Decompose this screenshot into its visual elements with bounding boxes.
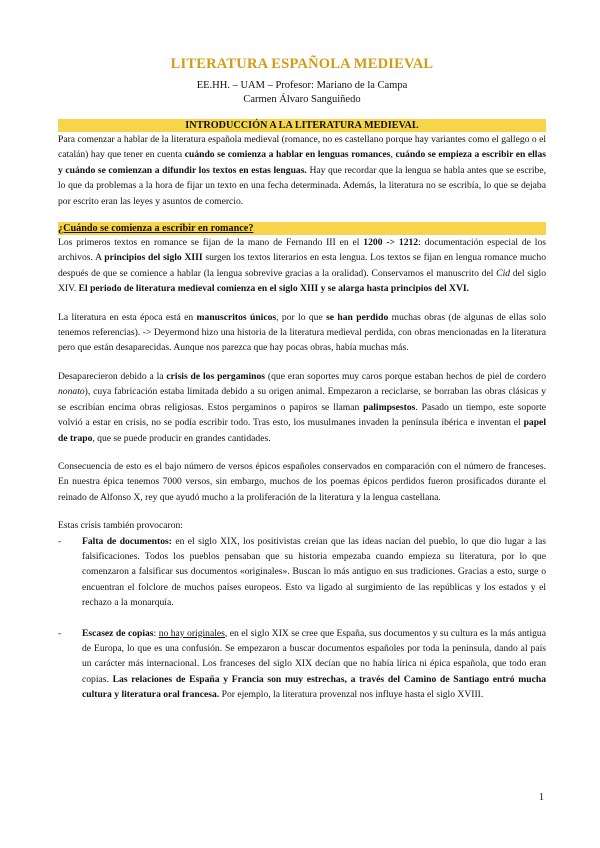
- document-page: [58, 56, 546, 703]
- course-info: EE.HH. – UAM – Profesor: Mariano de la Campa: [196, 80, 408, 91]
- document-title: LITERATURA ESPAÑOLA MEDIEVAL: [170, 56, 434, 72]
- effects-list: [58, 534, 546, 703]
- paragraph-first-texts: Los primeros textos en romance se fijan de la mano de Fernando III en el 1200 -> 1212: documentación especial de los archivos. A principios del siglo XIII surgen los textos literarios en esta lengua. Los textos se fijan en lengua romance mucho después de que se comience a hablar (la lengua sobrevive gracias a la oralidad). Conservamos el manuscrito del Cid del siglo XIV. El periodo de literatura medieval comienza en el siglo XIII y se alarga hasta principios del XVI.: [58, 237, 547, 295]
- paragraph-manuscripts: La literatura en esta época está en manuscritos únicos, por lo que se han perdido muchas obras (de algunas de ellas solo tenemos referencias). -> Deyermond hizo una historia de la literatura medieval perdida, con obras mencionadas en la literatura pero que están desaparecidas. Aunque nos parezca que hay pocas obras, había muchas más.: [58, 311, 547, 354]
- paragraph-parchment-crisis: Desaparecieron debido a la crisis de los pergaminos (que eran soportes muy caros porque estaban hechos de piel de cordero nonato), cuya fabricación estaba limitada debido a su origen animal. Empezaron a reciclarse, se borraban las obras clásicas y se escribían encima obras religiosas. Estos pergaminos o papiros se llaman palimpsestos. Pasado un tiempo, este soporte volvió a estar en crisis, no se podía escribir todo. Tras esto, los musulmanes invaden la península ibérica e inventan el papel de trapo, que se puede producir en grandes cantidades.: [58, 370, 547, 444]
- paragraph-consequence: Consecuencia de esto es el bajo número de versos épicos españoles conservados en comparación con el número de franceses. En nuestra épica tenemos 7000 versos, sin embargo, muchos de los poemas épicos perdidos fueron prosificados durante el reinado de Alfonso X, rey que ayudó mucho a la proliferación de la literatura y la lengua castellana.: [58, 460, 546, 503]
- list-item-scarcity-of-copies: - Escasez de copias: no hay originales, en el siglo XIX se cree que España, sus documentos y su cultura es la más antigua de Europa, lo que es una confusión. Se empezaron a buscar documentos españoles por toda la península, dando al país un carácter más internacional. Los franceses del siglo XIX decían que no había lírica ni épica española, que todo eran copias. Las relaciones de España y Francia son muy estrechas, a través del Camino de Santiago entró mucha cultura y literatura oral francesa. Por ejemplo, la literatura provenzal nos influye hasta el siglo XVIII.: [58, 626, 546, 703]
- author-name: Carmen Álvaro Sanguiñedo: [243, 94, 361, 105]
- paragraph-intro: Para comenzar a hablar de la literatura española medieval (romance, no es castellano porque hay variantes como el gallego o el catalán) hay que tener en cuenta cuándo se comienza a hablar en lenguas romances, cuándo se empieza a escribir en ellas y cuándo se comienzan a difundir los textos en estas lenguas. Hay que recordar que la lengua se habla antes que se escribe, lo que da problemas a la hora de fijar un texto en una fecha determinada. Además, la literatura no se escribía, lo que se dejaba por escrito eran las leyes y asuntos de comercio.: [58, 134, 547, 207]
- paragraph-crisis-effects: Estas crisis también provocaron:: [58, 520, 183, 532]
- page-number: 1: [539, 792, 544, 803]
- section-heading-intro: INTRODUCCIÓN A LA LITERATURA MEDIEVAL: [58, 119, 546, 132]
- section-heading-when: ¿Cuándo se comienza a escribir en romance?: [58, 222, 546, 235]
- list-item-lack-of-documents: - Falta de documentos: en el siglo XIX, los positivistas creían que las ideas nacían del pueblo, lo que dio lugar a las falsificaciones. Todos los pueblos pensaban que su historia empezaba cuando empieza su literatura, por lo que comenzaron a falsificar sus documentos «originales». Buscan lo más antiguo en sus tradiciones. Gracias a esto, surge o encuentran el folclore de muchos países europeos. Esto va ligado al surgimiento de las repúblicas y los estados y el rechazo a la monarquía.: [58, 534, 546, 611]
